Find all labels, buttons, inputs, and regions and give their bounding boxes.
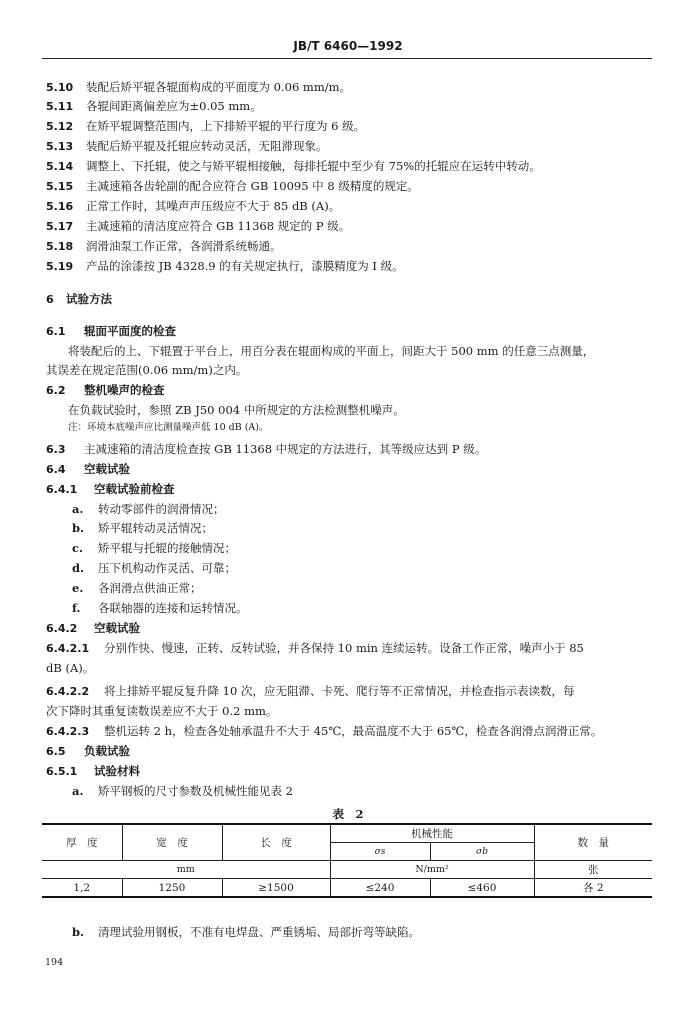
clause-6-4-2-heading	[46, 621, 652, 636]
clause-6-4-2-2-line1	[46, 684, 652, 699]
clause-6-3	[46, 442, 652, 457]
clause-number: 6.1	[46, 325, 66, 338]
clause-title: 整机噪声的检查	[84, 383, 165, 397]
clause-5-19	[46, 259, 652, 274]
clause-text: 装配后矫平辊各辊面构成的平面度为 0.06 mm/m。	[86, 80, 352, 94]
header-sigma-b: σb	[430, 843, 534, 861]
clause-number: 5.16	[46, 200, 74, 213]
header-thickness: 厚 度	[42, 824, 122, 861]
header-length: 长 度	[222, 824, 330, 861]
cell-thickness: 1,2	[42, 879, 122, 898]
list-item-letter: c.	[72, 541, 84, 555]
list-item-letter: b.	[72, 521, 85, 535]
cell-width: 1250	[122, 879, 222, 898]
clause-number: 6.2	[46, 384, 66, 397]
list-item-text: 矫平辊转动灵活情况；	[98, 521, 213, 535]
clause-number: 6.3	[46, 443, 66, 456]
clause-number: 5.13	[46, 140, 74, 153]
clause-text: 润滑油泵工作正常，各润滑系统畅通。	[86, 239, 282, 253]
clause-number: 6.4.1	[46, 483, 78, 496]
clause-title: 辊面平面度的检查	[84, 324, 176, 338]
cell-sigma-b: ≤460	[430, 879, 534, 898]
section-title: 试验方法	[66, 292, 112, 306]
clause-5-11	[46, 99, 652, 114]
unit-mm: mm	[42, 861, 330, 879]
list-item-letter: f.	[72, 601, 81, 615]
unit-qty: 张	[534, 861, 652, 879]
clause-6-4-2-2-line2: 次下降时其重复读数误差应不大于 0.2 mm。	[46, 704, 278, 718]
clause-number: 6.4.2.1	[46, 642, 90, 655]
clause-number: 5.18	[46, 240, 74, 253]
clause-text: 将上排矫平辊反复升降 10 次，应无阻滞、卡死、爬行等不正常情况，并检查指示表读数，每	[104, 684, 575, 698]
clause-text: 主减速箱的清洁度应符合 GB 11368 规定的 P 级。	[86, 219, 351, 233]
list-item-text: 压下机构动作灵活、可靠；	[98, 561, 236, 575]
list-item	[72, 541, 236, 555]
list-item	[72, 561, 236, 575]
clause-5-17	[46, 219, 652, 234]
clause-number: 5.15	[46, 180, 74, 193]
list-item-letter: d.	[72, 561, 85, 575]
clause-5-14	[46, 159, 652, 174]
clause-6-2-line1: 在负载试验时，参照 ZB J50 004 中所规定的方法检测整机噪声。	[68, 403, 405, 417]
list-item	[72, 925, 420, 939]
table-2	[42, 823, 652, 898]
clause-6-5-1-heading	[46, 764, 652, 779]
clause-title: 空载试验	[84, 462, 130, 476]
list-item	[72, 521, 213, 535]
page-header: JB/T 6460—1992	[293, 39, 403, 53]
list-item-text: 清理试验用钢板，不准有电焊盘、严重锈垢、局部折弯等缺陷。	[98, 925, 420, 939]
clause-number: 5.12	[46, 120, 74, 133]
clause-text: 在矫平辊调整范围内，上下排矫平辊的平行度为 6 级。	[86, 119, 366, 133]
table-units-row	[42, 861, 652, 879]
header-quantity: 数 量	[534, 824, 652, 861]
clause-title: 空载试验	[94, 621, 140, 635]
clause-5-10	[46, 80, 652, 95]
clause-number: 6.4.2.2	[46, 685, 90, 698]
clause-text: 主减速箱的清洁度检查按 GB 11368 中规定的方法进行，其等级应达到 P 级。	[84, 442, 487, 456]
clause-number: 5.19	[46, 260, 74, 273]
clause-6-4-2-3	[46, 724, 652, 739]
page-number: 194	[45, 957, 64, 968]
clause-6-4-heading	[46, 462, 652, 477]
clause-6-1-heading	[46, 324, 652, 339]
cell-qty: 各 2	[534, 879, 652, 898]
clause-6-4-2-1-line2: dB (A)。	[46, 661, 95, 675]
list-item-letter: b.	[72, 925, 85, 939]
cell-length: ≥1500	[222, 879, 330, 898]
clause-6-2-heading	[46, 383, 652, 398]
section-number: 6	[46, 293, 54, 306]
header-sigma-s: σs	[330, 843, 430, 861]
clause-text: 产品的涂漆按 JB 4328.9 的有关规定执行，漆膜精度为 I 级。	[86, 259, 404, 273]
list-item	[72, 581, 202, 595]
clause-6-1-line1: 将装配后的上、下辊置于平台上，用百分表在辊面构成的平面上，间距大于 500 mm 的任意三点测量，	[68, 344, 595, 358]
clause-5-18	[46, 239, 652, 254]
clause-text: 整机运转 2 h，检查各处轴承温升不大于 45℃，最高温度不大于 65℃，检查各润滑点润滑正常。	[104, 724, 603, 738]
list-item	[72, 601, 248, 615]
cell-sigma-s: ≤240	[330, 879, 430, 898]
clause-text: 装配后矫平辊及托辊应转动灵活，无阻滞现象。	[86, 139, 328, 153]
clause-6-2-note: 注：环境本底噪声应比测量噪声低 10 dB (A)。	[68, 422, 269, 433]
list-item-text: 矫平钢板的尺寸参数及机械性能见表 2	[98, 784, 293, 798]
clause-title: 空载试验前检查	[94, 482, 175, 496]
clause-5-13	[46, 139, 652, 154]
table-row	[42, 879, 652, 898]
list-item	[72, 784, 293, 798]
clause-title: 负载试验	[84, 744, 130, 758]
list-item-letter: e.	[72, 581, 84, 595]
table-caption: 表 2	[332, 807, 364, 821]
clause-text: 调整上、下托辊，使之与矫平辊相接触，每排托辊中至少有 75%的托辊应在运转中转动。	[86, 159, 541, 173]
clause-5-16	[46, 199, 652, 214]
list-item-text: 各润滑点供油正常；	[98, 581, 202, 595]
clause-number: 6.5.1	[46, 765, 78, 778]
list-item-text: 各联轴器的连接和运转情况。	[98, 601, 248, 615]
clause-number: 6.4	[46, 463, 66, 476]
header-rule	[42, 58, 652, 59]
clause-number: 5.11	[46, 100, 74, 113]
clause-number: 5.14	[46, 160, 74, 173]
list-item-letter: a.	[72, 502, 84, 516]
clause-text: 主减速箱各齿轮副的配合应符合 GB 10095 中 8 级精度的规定。	[86, 179, 419, 193]
unit-stress: N/mm²	[330, 861, 534, 879]
list-item-text: 转动零部件的润滑情况；	[98, 502, 225, 516]
header-mechanical: 机械性能	[330, 824, 534, 843]
clause-6-1-line2: 其误差在规定范围(0.06 mm/m)之内。	[46, 363, 248, 377]
header-width: 宽 度	[122, 824, 222, 861]
clause-number: 5.17	[46, 220, 74, 233]
clause-text: 分别作快、慢速，正转、反转试验，并各保持 10 min 连续运转。设备工作正常，噪声小于 85	[104, 641, 584, 655]
clause-6-4-1-heading	[46, 482, 652, 497]
clause-text: 各辊间距离偏差应为±0.05 mm。	[86, 99, 262, 113]
section-6-heading	[46, 292, 652, 307]
clause-5-12	[46, 119, 652, 134]
clause-5-15	[46, 179, 652, 194]
list-item-text: 矫平辊与托辊的接触情况；	[98, 541, 236, 555]
clause-number: 6.5	[46, 745, 66, 758]
list-item	[72, 502, 225, 516]
clause-number: 5.10	[46, 81, 74, 94]
clause-6-5-heading	[46, 744, 652, 759]
clause-title: 试验材料	[94, 764, 140, 778]
clause-number: 6.4.2	[46, 622, 78, 635]
table-header-row	[42, 824, 652, 843]
clause-number: 6.4.2.3	[46, 725, 90, 738]
clause-6-4-2-1-line1	[46, 641, 652, 656]
list-item-letter: a.	[72, 784, 84, 798]
clause-text: 正常工作时，其噪声声压级应不大于 85 dB (A)。	[86, 199, 341, 213]
